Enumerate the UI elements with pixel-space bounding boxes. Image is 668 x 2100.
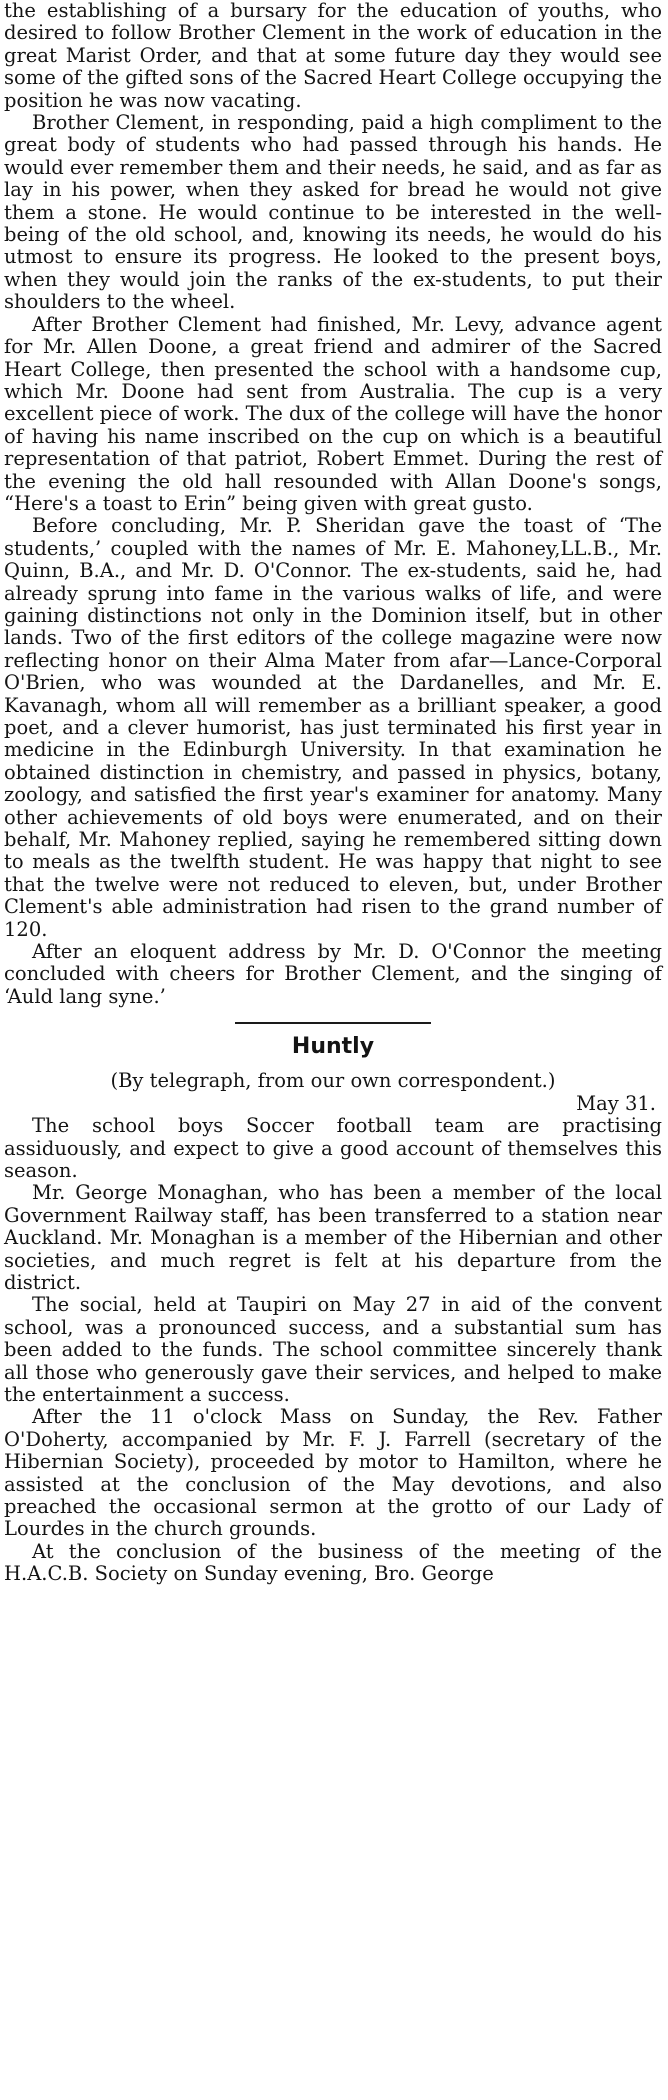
dateline: May 31. bbox=[576, 1091, 656, 1115]
article-paragraph: Before concluding, Mr. P. Sheridan gave the toast of ‘The students,’ coupled with the names of Mr. E. Mahoney,LL.B., Mr. Quinn, B.A., and Mr. D. O'Connor. The ex-students, said he, had already sprung into fame in the various walks of life, and were gaining distinctions not only in the Dominion itself, but in other lands. Two of the first editors of the college magazine were now reflecting honor on their Alma Mater from afar—Lance-Corporal O'Brien, who was wounded at the Dardanelles, and Mr. E. Kavanagh, whom all will remember as a brilliant speaker, a good poet, and a clever humorist, has just terminated his first year in medicine in the Edinburgh University. In that examination he obtained distinction in chemistry, and passed in physics, botany, zoology, and satisfied the first year's examiner for anatomy. Many other achievements of old boys were enumerated, and on their behalf, Mr. Mahoney replied, saying he remembered sitting down to meals as the twelfth student. He was happy that night to see that the twelve were not reduced to eleven, but, under Brother Clement's able administration had risen to the grand number of 120. bbox=[4, 514, 662, 941]
huntly-section bbox=[4, 1034, 662, 1585]
section-heading: Huntly bbox=[291, 1034, 375, 1060]
article-paragraph: After the 11 o'clock Mass on Sunday, the Rev. Father O'Doherty, accompanied by Mr. F. J. Farrell (secretary of the Hibernian Society), proceeded by motor to Hamilton, where he assisted at the conclusion of the May devotions, and also preached the occasional sermon at the grotto of our Lady of Lourdes in the church grounds. bbox=[4, 1405, 662, 1541]
article-paragraph: After an eloquent address by Mr. D. O'Connor the meeting concluded with cheers for Brother Clement, and the singing of ‘Auld lang syne.’ bbox=[4, 940, 662, 1008]
article-paragraph: The school boys Soccer football team are practising assiduously, and expect to give a good account of themselves this season. bbox=[4, 1114, 662, 1182]
article-paragraph: Brother Clement, in responding, paid a high compliment to the great body of students who had passed through his hands. He would ever remember them and their needs, he said, and as far as lay in his power, when they asked for bread he would not give them a stone. He would continue to be interested in the well-being of the old school, and, knowing its needs, he would do his utmost to ensure its progress. He looked to the present boys, when they would join the ranks of the ex-students, to put their shoulders to the wheel. bbox=[4, 111, 662, 314]
article-paragraph: the establishing of a bursary for the education of youths, who desired to follow Brother Clement in the work of education in the great Marist Order, and that at some future day they would see some of the gifted sons of the Sacred Heart College occupying the position he was now vacating. bbox=[4, 0, 662, 112]
article-paragraph: After Brother Clement had finished, Mr. Levy, advance agent for Mr. Allen Doone, a great friend and admirer of the Sacred Heart College, then presented the school with a handsome cup, which Mr. Doone had sent from Australia. The cup is a very excellent piece of work. The dux of the college will have the honor of having his name inscribed on the cup on which is a beautiful representation of that patriot, Robert Emmet. During the rest of the evening the old hall resounded with Allan Doone's songs, “Here's a toast to Erin” being given with great gusto. bbox=[4, 312, 662, 515]
article-paragraph: Mr. George Monaghan, who has been a member of the local Government Railway staff, has been transferred to a station near Auckland. Mr. Monaghan is a member of the Hibernian and other societies, and much regret is felt at his departure from the district. bbox=[4, 1181, 662, 1294]
byline: (By telegraph, from our own correspondent.) bbox=[110, 1069, 556, 1093]
article-paragraph: The social, held at Taupiri on May 27 in aid of the convent school, was a pronounced success, and a substantial sum has been added to the funds. The school committee sincerely thank all those who generously gave their services, and helped to make the entertainment a success. bbox=[4, 1293, 662, 1406]
article-continued bbox=[4, 0, 662, 1008]
article-paragraph: At the conclusion of the business of the meeting of the H.A.C.B. Society on Sunday evening, Bro. George bbox=[4, 1539, 662, 1586]
section-divider bbox=[235, 1022, 431, 1024]
